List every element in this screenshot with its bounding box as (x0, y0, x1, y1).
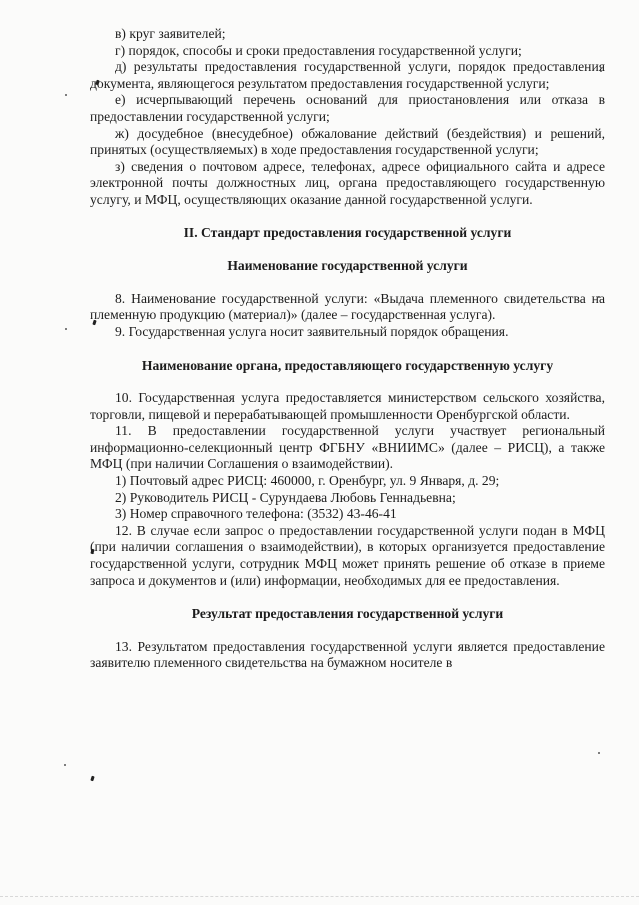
risc-address: 1) Почтовый адрес РИСЦ: 460000, г. Оренбург, ул. 9 Января, д. 29; (115, 473, 500, 489)
scan-edge-line (0, 896, 639, 897)
heading-result: Результат предоставления государственной услуги (191, 606, 504, 622)
risc-head: 2) Руководитель РИСЦ - Сурундаева Любовь Геннадьевна; (115, 489, 456, 505)
document-body (90, 26, 605, 672)
scan-speck (65, 328, 67, 330)
list-item-g: г) порядок, способы и сроки предоставления государственной услуги; (115, 42, 522, 58)
heading-service-name: Наименование государственной услуги (227, 258, 468, 274)
scan-speck (65, 94, 67, 96)
list-item-zh: ж) досудебное (внесудебное) обжалование действий (бездействия) и решений, принятых (осуществляемых) в ходе предоставления государственной услуги; (90, 125, 605, 158)
list-item-d: д) результаты предоставления государственной услуги, порядок предоставления документа, являющегося результатом предоставления государственной услуги; (90, 59, 605, 91)
heading-organ: Наименование органа, предоставляющего государственную услугу (141, 357, 554, 373)
paragraph-12: 12. В случае если запрос о предоставлении государственной услуги подан в МФЦ (при наличии соглашения о взаимодействии), в которых организуется предоставление государственной услуги, сотрудник МФЦ может принять решение об отказе в приеме запроса и документов и (или) информации, необходимых для ее предоставления. (90, 522, 605, 588)
paragraph-9: 9. Государственная услуга носит заявительный порядок обращения. (115, 323, 509, 339)
scan-speck (90, 776, 94, 782)
scan-speck (598, 752, 600, 754)
scan-speck (64, 764, 66, 766)
paragraph-11: 11. В предоставлении государственной услуги участвует региональный информационно-селекционный центр ФГБНУ «ВНИИМС» (далее – РИСЦ), а также МФЦ (при наличии Соглашения о взаимодействии). (90, 423, 605, 472)
paragraph-13: 13. Результатом предоставления государственной услуги является предоставление заявителю племенного свидетельства на бумажном носителе в (90, 638, 605, 671)
list-item-v: в) круг заявителей; (115, 26, 226, 41)
risc-phone: 3) Номер справочного телефона: (3532) 43-46-41 (115, 506, 397, 522)
paragraph-10: 10. Государственная услуга предоставляется министерством сельского хозяйства, торговли, пищевой и перерабатывающей промышленности Оренбургской области. (90, 390, 605, 422)
list-item-z: з) сведения о почтовом адресе, телефонах, адресе официального сайта и адресе электронной почты должностных лиц, органа предоставляющего государственную услугу, и МФЦ, осуществляющих оказание данной государственной услуги. (90, 158, 605, 207)
paragraph-8: 8. Наименование государственной услуги: «Выдача племенного свидетельства на племенную продукцию (материал)» (далее – государственная услуга). (90, 290, 605, 323)
section-title: II. Стандарт предоставления государственной услуги (183, 224, 512, 240)
list-item-e: е) исчерпывающий перечень оснований для приостановления или отказа в предоставлении государственной услуги; (90, 92, 605, 124)
